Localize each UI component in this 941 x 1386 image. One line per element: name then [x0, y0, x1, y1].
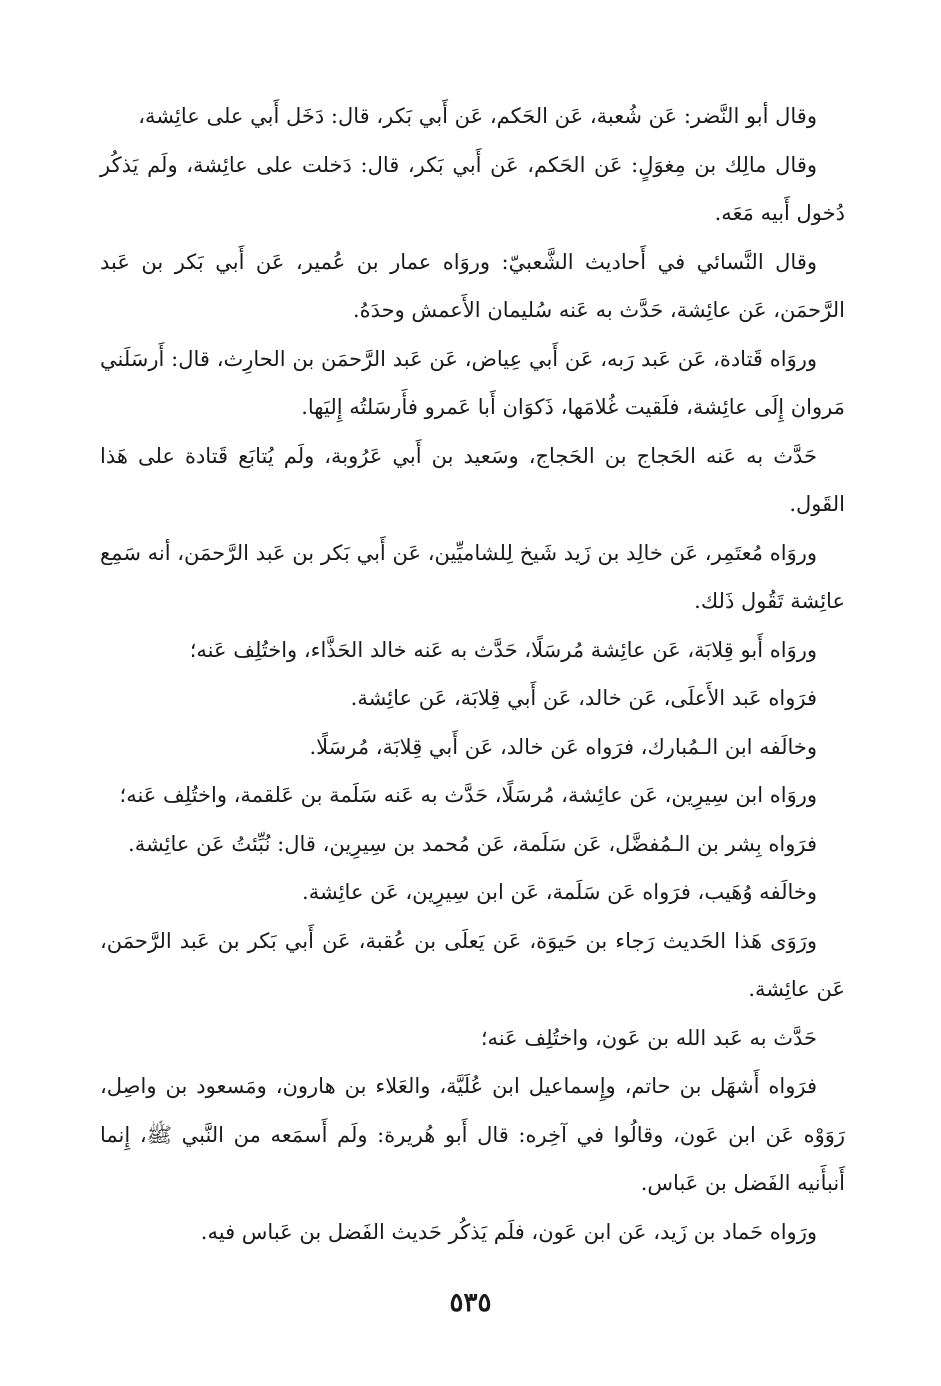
- paragraph: فرَواه أَشهَل بن حاتم، وإِسماعيل ابن عُلَيَّة، والعَلاء بن هارون، ومَسعود بن واصِل، رَوَوْه عَن ابن عَون، وقالُوا في آخِره: قال أَبو هُريرة: ولَم أَسمَعه من النَّبي ﷺ، إِنما أَنبأَنيه الفَضل بن عَباس.: [100, 1074, 845, 1195]
- paragraph: وقال مالِك بن مِغوَلٍ: عَن الحَكم، عَن أَبي بَكر، قال: دَخلت على عائِشة، ولَم يَذكُر دُخول أَبيه مَعَه.: [100, 152, 845, 225]
- paragraph: وروَاه ابن سِيرِين، عَن عائِشة، مُرسَلًا، حَدَّث به عَنه سَلَمة بن عَلقمة، واختُلِف عَنه؛: [119, 783, 817, 807]
- paragraph: فرَواه بِشر بن الـمُفضَّل، عَن سَلَمة، عَن مُحمد بن سِيرِين، قال: نُبِّئتُ عَن عائِشة.: [128, 831, 817, 856]
- paragraph: حَدَّث به عَنه الحَجاج بن الحَجاج، وسَعيد بن أَبي عَرُوبة، ولَم يُتابَع قَتادة على هَذا القَول.: [100, 443, 845, 516]
- paragraph: وروَاه أَبو قِلابَة، عَن عائِشة مُرسَلًا، حَدَّث به عَنه خالد الحَذَّاء، واختُلِف عَنه؛: [189, 637, 817, 662]
- page-number: ٥٣٥: [449, 1288, 492, 1318]
- paragraph: وقال النَّسائي في أَحاديث الشَّعبيّ: وروَاه عمار بن عُمير، عَن أَبي بَكر بن عَبد الرَّحمَن، عَن عائِشة، حَدَّث به عَنه سُليمان الأَعمش وحدَهُ.: [100, 249, 845, 322]
- paragraph: وروَاه مُعتَمِر، عَن خالِد بن زَيد شَيخ لِلشاميِّين، عَن أَبي بَكر بن عَبد الرَّحمَن، أنه سَمِع عائِشة تَقُول ذَلك.: [100, 540, 845, 613]
- paragraph: ورَواه حَماد بن زَيد، عَن ابن عَون، فلَم يَذكُر حَديث الفَضل بن عَباس فيه.: [200, 1219, 817, 1244]
- paragraph: وخالَفه وُهَيب، فرَواه عَن سَلَمة، عَن ابن سِيرِين، عَن عائِشة.: [302, 880, 817, 904]
- paragraph: وقال أبو النَّضر: عَن شُعبة، عَن الحَكم، عَن أَبي بَكر، قال: دَخَل أَبي على عائِشة،: [138, 104, 817, 128]
- body-text: [100, 92, 845, 1256]
- paragraph: فرَواه عَبد الأَعلَى، عَن خالد، عَن أَبي قِلابَة، عَن عائِشة.: [350, 686, 817, 710]
- paragraph: وخالَفه ابن الـمُبارك، فرَواه عَن خالد، عَن أَبي قِلابَة، مُرسَلًا.: [309, 734, 817, 759]
- paragraph: حَدَّث به عَبد الله بن عَون، واختُلِف عَنه؛: [480, 1025, 817, 1050]
- paragraph: ورَوَى هَذا الحَديث رَجاء بن حَيوَة، عَن يَعلَى بن عُقبة، عَن أَبي بَكر بن عَبد الرَّحمَن، عَن عائِشة.: [100, 928, 845, 1001]
- paragraph: وروَاه قَتادة، عَن عَبد رَبه، عَن أَبي عِياض، عَن عَبد الرَّحمَن بن الحارِث، قال: أَرسَلَني مَروان إِلَى عائِشة، فلَقيت غُلامَها، ذَكوَان أَبا عَمرو فأَرسَلتُه إِليَها.: [100, 346, 845, 419]
